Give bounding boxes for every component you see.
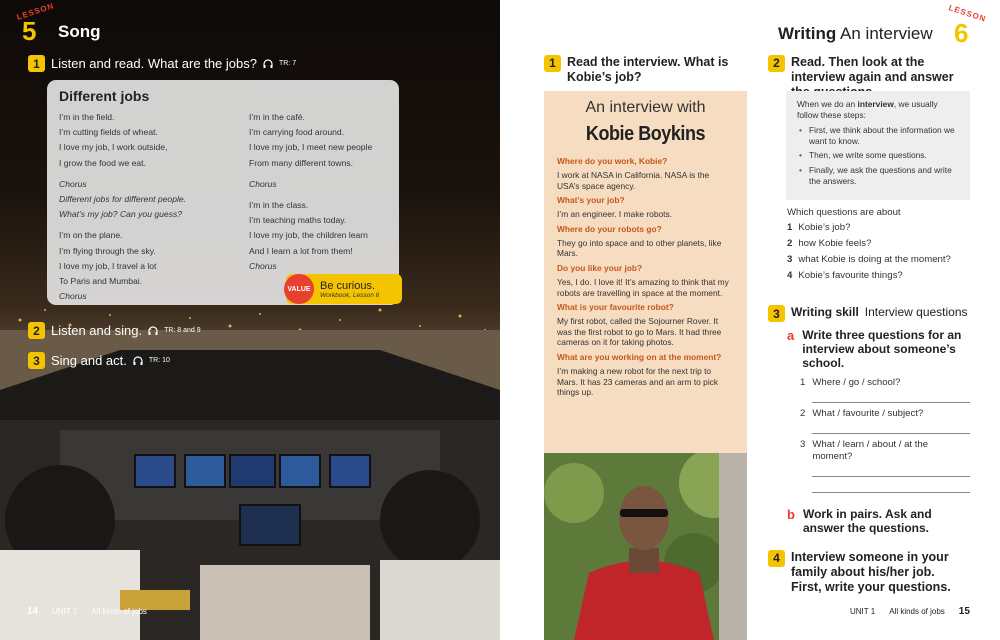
kobie-photo [544, 453, 747, 640]
steps-bullet: • First, we think about the information we want to know. [797, 125, 959, 146]
page-number: 14 [27, 606, 39, 617]
lyric-line: I love my job, I work outside, [59, 142, 168, 153]
sub-letter: b [787, 507, 795, 522]
sub-task-a [787, 328, 972, 370]
lyric-line: Chorus [59, 291, 87, 302]
sub-task-b [787, 507, 973, 535]
writing-title-rest: An interview [840, 24, 933, 43]
answer-line[interactable] [812, 433, 970, 434]
writing-title-bold: Writing [778, 24, 837, 43]
lyric-line: I’m on the plane. [59, 230, 123, 241]
which-list [787, 222, 967, 286]
left-step-2 [28, 322, 201, 339]
interview-box [544, 91, 747, 453]
lyric-line: Chorus [249, 260, 277, 271]
list-item: 1 Kobie’s job? [787, 222, 851, 233]
lesson-label: LESSON [15, 1, 56, 22]
lyric-line: From many different towns. [249, 157, 353, 168]
steps-bullet: • Finally, we ask the questions and write the answers. [797, 165, 959, 186]
headphones-icon [148, 326, 158, 336]
step-text: Interview someone in your family about his/her job. First, write your questions. [791, 550, 951, 594]
left-footer [27, 606, 147, 617]
left-step-3 [28, 352, 170, 369]
writing-title [778, 24, 933, 44]
steps-intro-post: , we usually follow these steps: [797, 99, 938, 120]
lyrics-column-1 [59, 110, 197, 304]
step-text: Listen and sing. [51, 323, 143, 338]
track-label: TR: 7 [278, 60, 297, 67]
lesson-label: LESSON [947, 3, 988, 24]
unit-label: UNIT 1 [850, 607, 876, 616]
interview-heading: An interview with [585, 99, 706, 116]
unit-label: UNIT 1 [52, 607, 78, 616]
lyric-line: To Paris and Mumbai. [59, 276, 143, 287]
writing-skill-bold: Writing skill [791, 305, 859, 319]
right-step-3 [768, 305, 968, 322]
lyric-line: I’m cutting fields of wheat. [59, 127, 158, 138]
lyric-line: I’m flying through the sky. [59, 245, 156, 256]
interview-answer: I’m making a new robot for the next trip to Mars. It has 23 cameras and an arm to pick things up. [557, 365, 719, 398]
list-item: 2 how Kobie feels? [787, 238, 872, 249]
sub-text: Write three questions for an interview about someone’s school. [802, 328, 962, 370]
lyric-line: Chorus [59, 178, 87, 189]
which-intro: Which questions are about [787, 207, 901, 218]
interview-answer: They go into space and to other planets, like Mars. [557, 237, 722, 259]
answer-line[interactable] [812, 476, 970, 477]
write-question-1: 1 Where / go / school? [800, 377, 901, 388]
lyric-line: Different jobs for different people. [59, 194, 187, 205]
lyric-line: Chorus [249, 178, 277, 189]
lyric-line: I’m carrying food around. [249, 127, 345, 138]
sub-text: Work in pairs. Ask and answer the questions. [802, 507, 932, 535]
step-text: Read. Then look at the interview again and answer [791, 55, 954, 84]
interview-question: What’s your job? [557, 195, 625, 206]
lyric-line: I grow the food we eat. [59, 157, 146, 168]
lyric-line: And I learn a lot from them! [249, 245, 353, 256]
step-number: 3 [768, 305, 785, 322]
interview-question: What is your favourite robot? [557, 302, 674, 313]
lyric-line: I love my job, the children learn [249, 230, 368, 241]
step-text: Listen and read. What are the jobs? [51, 56, 257, 71]
interview-answer: I’m an engineer. I make robots. [557, 209, 672, 220]
step-number: 4 [768, 550, 785, 567]
headphones-icon [133, 356, 143, 366]
steps-intro-pre: When we do an [797, 99, 856, 109]
page-number: 15 [958, 606, 970, 617]
value-sub: Workbook, Lesson 6 [320, 291, 380, 299]
lesson-number: 5 [22, 16, 37, 46]
interviewee-name: Kobie Boykins [585, 123, 706, 145]
lyric-line: What’s my job? Can you guess? [59, 209, 183, 220]
value-main: Be curious. [320, 279, 376, 292]
unit-title: All kinds of jobs [889, 607, 945, 616]
step-text: Read the interview. What is Kobie’s job? [567, 55, 729, 84]
writing-skill-rest: Interview questions [864, 305, 968, 319]
lyric-line: I’m in the field. [59, 112, 115, 122]
list-item: 4 Kobie’s favourite things? [787, 270, 903, 281]
interview-steps-box [786, 91, 970, 200]
song-lyrics-box [47, 80, 399, 305]
interview-answer: My first robot, called the Sojourner Rover. It was the first robot to go to Mars. It had three cameras on it for taking photos. [557, 316, 722, 348]
step-number: 2 [768, 55, 785, 72]
answer-line[interactable] [812, 492, 970, 493]
interview-answer: I work at NASA in California. NASA is the USA’s space agency. [557, 170, 710, 191]
step-text: Sing and act. [51, 353, 127, 368]
sub-letter: a [787, 328, 795, 343]
cockpit-photo [0, 330, 500, 640]
right-step-1 [544, 55, 734, 85]
step-number: 1 [28, 55, 45, 72]
left-step-1 [28, 55, 296, 72]
answer-line[interactable] [812, 402, 970, 403]
lyric-line: I’m in the café. [249, 112, 305, 122]
value-badge: VALUE [284, 274, 314, 304]
headphones-icon [263, 59, 273, 69]
lesson-title: Song [58, 22, 101, 41]
right-step-4 [768, 550, 968, 595]
write-question-2: 2 What / favourite / subject? [800, 408, 924, 419]
right-page [500, 0, 1000, 640]
lyric-line: I’m teaching maths today. [249, 215, 347, 226]
interview-question: Where do you work, Kobie? [557, 156, 668, 166]
right-footer [850, 606, 970, 617]
lesson-number: 6 [954, 18, 969, 48]
track-label: TR: 10 [148, 357, 170, 364]
list-item: 3 what Kobie is doing at the moment? [787, 254, 951, 265]
step-number: 1 [544, 55, 561, 72]
write-question-3: 3 What / learn / about / at the moment? [800, 439, 929, 462]
interview-answer: Yes, I do. I love it! It’s amazing to think that my robots are travelling in space at the moment. [557, 276, 729, 298]
track-label: TR: 8 and 9 [164, 327, 201, 334]
interview-question: Where do your robots go? [557, 223, 662, 234]
interview-question: What are you working on at the moment? [557, 351, 722, 362]
steps-intro-bold: interview [857, 99, 894, 109]
step-number: 2 [28, 322, 45, 339]
song-title: Different jobs [59, 88, 150, 104]
step-number: 3 [28, 352, 45, 369]
value-tag [286, 274, 402, 304]
steps-bullet: • Then, we write some questions. [797, 150, 959, 161]
interview-question: Do you like your job? [557, 262, 643, 273]
lyric-line: I love my job, I meet new people [249, 142, 373, 153]
lyric-line: I’m in the class. [249, 200, 309, 211]
lyric-line: I love my job, I travel a lot [59, 260, 157, 271]
unit-title: All kinds of jobs [91, 607, 147, 616]
